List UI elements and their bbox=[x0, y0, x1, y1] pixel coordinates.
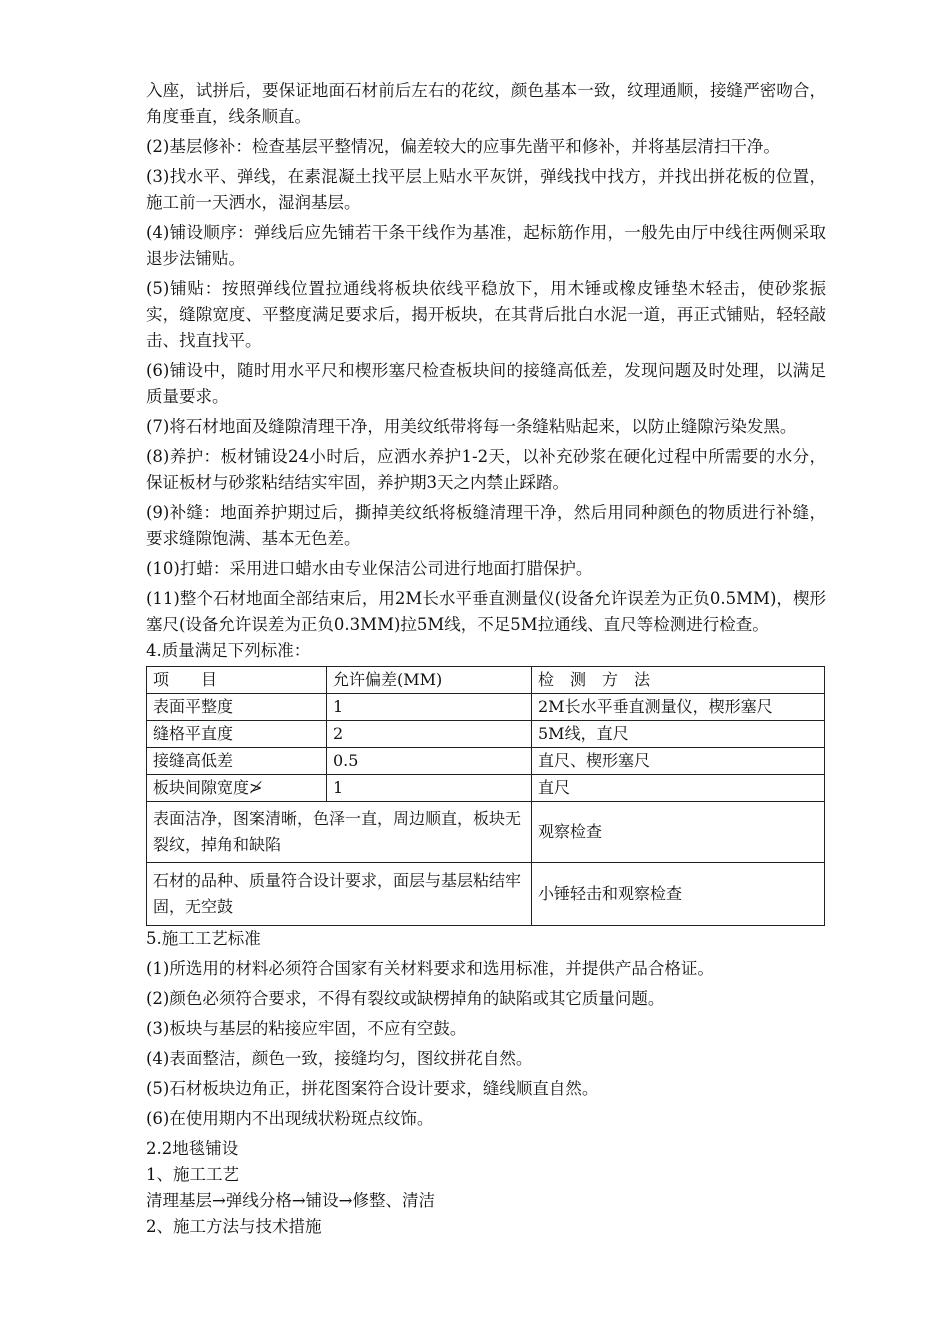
table-cell: 表面洁净，图案清晰，色泽一直，周边顺直，板块无裂纹，掉角和缺陷 bbox=[147, 802, 532, 863]
header-cell: 允许偏差(MM) bbox=[327, 667, 532, 694]
table-cell: 缝格平直度 bbox=[147, 721, 327, 748]
section-heading: 1、施工工艺 bbox=[146, 1165, 239, 1184]
quality-standards-table bbox=[146, 666, 825, 926]
section-heading: 2、施工方法与技术措施 bbox=[146, 1217, 322, 1236]
table-row bbox=[147, 694, 825, 721]
paragraph: (7)将石材地面及缝隙清理干净，用美纹纸带将每一条缝粘贴起来，以防止缝隙污染发黑。 bbox=[146, 417, 797, 436]
table-cell: 观察检查 bbox=[532, 802, 825, 863]
document-body bbox=[146, 78, 826, 1240]
paragraph: (10)打蜡：采用进口蜡水由专业保洁公司进行地面打腊保护。 bbox=[146, 559, 593, 578]
paragraph: (5)铺贴：按照弹线位置拉通线将板块依线平稳放下，用木锤或橡皮锤垫木轻击，使砂浆振实，缝隙宽度、平整度满足要求后，揭开板块，在其背后批白水泥一道，再正式铺贴，轻轻敲击、找直找平。 bbox=[146, 279, 826, 350]
table-cell: 5M线，直尺 bbox=[532, 721, 825, 748]
table-cell: 小锤轻击和观察检查 bbox=[532, 863, 825, 926]
table-row bbox=[147, 721, 825, 748]
table-cell: 接缝高低差 bbox=[147, 748, 327, 775]
table-cell: 直尺、楔形塞尺 bbox=[532, 748, 825, 775]
paragraph: (4)铺设顺序：弹线后应先铺若干条干线作为基准，起标筋作用，一般先由厅中线往两侧采取退步法铺贴。 bbox=[146, 223, 826, 268]
table-cell: 1 bbox=[327, 775, 532, 802]
table-cell: 石材的品种、质量符合设计要求，面层与基层粘结牢固，无空鼓 bbox=[147, 863, 532, 926]
table-cell: 0.5 bbox=[327, 748, 532, 775]
table-cell: 板块间隙宽度≯ bbox=[147, 775, 327, 802]
table-cell: 直尺 bbox=[532, 775, 825, 802]
paragraph: (3)板块与基层的粘接应牢固，不应有空鼓。 bbox=[146, 1019, 467, 1038]
table-row bbox=[147, 775, 825, 802]
section-heading: 5.施工工艺标准 bbox=[146, 929, 261, 948]
table-row bbox=[147, 863, 825, 926]
paragraph: (1)所选用的材料必须符合国家有关材料要求和选用标准，并提供产品合格证。 bbox=[146, 959, 714, 978]
paragraph: (2)颜色必须符合要求，不得有裂纹或缺楞掉角的缺陷或其它质量问题。 bbox=[146, 989, 665, 1008]
paragraph: (2)基层修补：检查基层平整情况，偏差较大的应事先凿平和修补，并将基层清扫干净。 bbox=[146, 137, 780, 156]
paragraph: (5)石材板块边角正，拼花图案符合设计要求，缝线顺直自然。 bbox=[146, 1079, 599, 1098]
header-cell: 项 目 bbox=[147, 667, 327, 694]
paragraph: (11)整个石材地面全部结束后，用2M长水平垂直测量仪(设备允许误差为正负0.5MM)，楔形塞尺(设备允许误差为正负0.3MM)拉5M线，不足5M拉通线、直尺等检测进行检查。 bbox=[146, 589, 826, 634]
paragraph: (3)找水平、弹线，在素混凝土找平层上贴水平灰饼，弹线找中找方，并找出拼花板的位置，施工前一天洒水，湿润基层。 bbox=[146, 167, 826, 212]
paragraph: (4)表面整洁，颜色一致，接缝均匀，图纹拼花自然。 bbox=[146, 1049, 533, 1068]
paragraph: (6)铺设中，随时用水平尺和楔形塞尺检查板块间的接缝高低差，发现问题及时处理，以满足质量要求。 bbox=[146, 361, 826, 406]
table-heading: 4.质量满足下列标准： bbox=[146, 641, 311, 660]
paragraph: (8)养护：板材铺设24小时后，应洒水养护1-2天，以补充砂浆在硬化过程中所需要的水分，保证板材与砂浆粘结结实牢固，养护期3天之内禁止踩踏。 bbox=[146, 447, 826, 492]
paragraph: (6)在使用期内不出现绒状粉斑点纹饰。 bbox=[146, 1109, 434, 1128]
table-row bbox=[147, 802, 825, 863]
table-cell: 2M长水平垂直测量仪，楔形塞尺 bbox=[532, 694, 825, 721]
paragraph: 入座，试拼后，要保证地面石材前后左右的花纹，颜色基本一致，纹理通顺，接缝严密吻合，角度垂直，线条顺直。 bbox=[146, 81, 826, 126]
section-heading: 2.2地毯铺设 bbox=[146, 1139, 239, 1158]
header-cell: 检 测 方 法 bbox=[532, 667, 825, 694]
paragraph: (9)补缝：地面养护期过后，撕掉美纹纸将板缝清理干净，然后用同种颜色的物质进行补缝，要求缝隙饱满、基本无色差。 bbox=[146, 503, 826, 548]
table-cell: 表面平整度 bbox=[147, 694, 327, 721]
table-header-row bbox=[147, 667, 825, 694]
table-row bbox=[147, 748, 825, 775]
table-cell: 1 bbox=[327, 694, 532, 721]
table-cell: 2 bbox=[327, 721, 532, 748]
paragraph: 清理基层→弹线分格→铺设→修整、清洁 bbox=[146, 1191, 435, 1210]
